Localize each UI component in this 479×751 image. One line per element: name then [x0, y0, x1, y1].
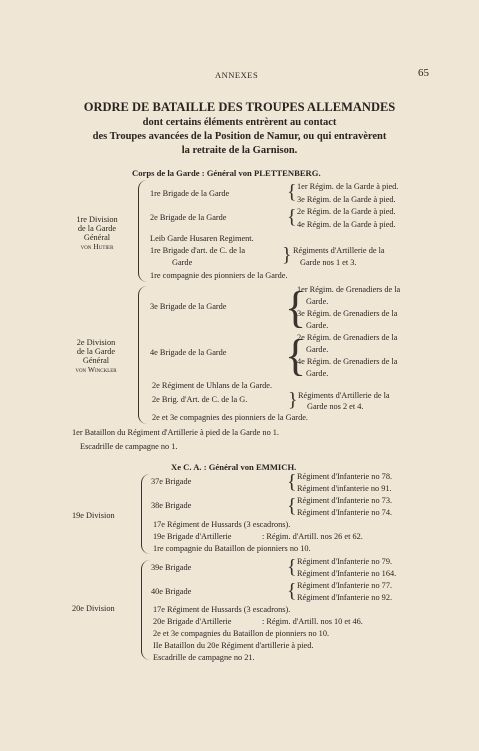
- title-line-3: des Troupes avancées de la Position de Namur, ou qui entravèrent: [92, 131, 387, 142]
- div20-escadrille: Escadrille de campagne no 21.: [153, 653, 255, 662]
- artillery-regiments: Régiments d'Artillerie de la: [298, 391, 390, 400]
- garde-escadrille: Escadrille de campagne no 1.: [80, 442, 178, 451]
- brace: {: [287, 556, 297, 578]
- div19-brace: [141, 474, 150, 554]
- regiment: 1er Régim. de Grenadiers de la: [297, 285, 401, 294]
- regiment: Régiment d'Infanterie no 78.: [297, 472, 393, 481]
- div1-pionniers: 1re compagnie des pionniers de la Garde.: [150, 271, 288, 280]
- div2-uhlans: 2e Régiment de Uhlans de la Garde.: [152, 381, 273, 390]
- div2-label: 2e Division de la Garde Général von Winckler: [75, 338, 117, 374]
- regiment-cont: Garde.: [306, 369, 329, 378]
- div1-brigade-1: 1re Brigade de la Garde: [150, 189, 230, 198]
- artillery-regiments-cont: Garde nos 1 et 3.: [300, 258, 357, 267]
- brigade-40: 40e Brigade: [151, 587, 192, 596]
- garde-heading: Corps de la Garde : Général von PLETTENBERG.: [132, 168, 321, 178]
- brigade-38: 38e Brigade: [151, 501, 192, 510]
- div1-artillery-cont: Garde: [172, 258, 193, 267]
- div19-artillery-regiments: : Régim. d'Artill. nos 26 et 62.: [262, 532, 363, 541]
- div20-artillery: 20e Brigade d'Artillerie: [153, 617, 232, 626]
- brace: {: [287, 471, 297, 493]
- page-number: 65: [418, 67, 429, 79]
- div20-pionniers: 2e et 3e compagnies du Bataillon de pionniers no 10.: [153, 629, 330, 638]
- regiment: 2e Régim. de la Garde à pied.: [297, 207, 396, 216]
- regiment: Régiment d'Infanterie no 73.: [297, 496, 393, 505]
- regiment: Régiment d'Infanterie no 79.: [297, 557, 393, 566]
- regiment: 1er Régim. de la Garde à pied.: [297, 182, 399, 191]
- brigade-39: 39e Brigade: [151, 563, 192, 572]
- div19-hussars: 17e Régiment de Hussards (3 escadrons).: [153, 520, 291, 529]
- artillery-regiments: Régiments d'Artillerie de la: [293, 246, 385, 255]
- regiment: 2e Régim. de Grenadiers de la: [297, 333, 398, 342]
- brigade-37: 37e Brigade: [151, 477, 192, 486]
- div2-artillery: 2e Brig. d'Art. de C. de la G.: [152, 395, 248, 404]
- div20-label: 20e Division: [72, 604, 115, 613]
- xcorps-heading: Xe C. A. : Général von EMMICH.: [171, 462, 297, 472]
- brace: {: [285, 283, 307, 332]
- brace: {: [285, 331, 307, 380]
- div2-brigade-3: 3e Brigade de la Garde: [150, 302, 227, 311]
- regiment: 3e Régim. de la Garde à pied.: [297, 195, 396, 204]
- regiment-cont: Garde.: [306, 321, 329, 330]
- regiment: Régiment d'Infanterie no 92.: [297, 593, 393, 602]
- brace: {: [287, 580, 297, 602]
- div2-brigade-4: 4e Brigade de la Garde: [150, 348, 227, 357]
- brace: {: [287, 181, 297, 203]
- title-line-2: dont certains éléments entrèrent au contact: [142, 117, 337, 128]
- div19-label: 19e Division: [72, 511, 115, 520]
- regiment: Régiment d'Infanterie no 74.: [297, 508, 393, 517]
- regiment: 4e Régim. de Grenadiers de la: [297, 357, 398, 366]
- regiment: Régiment d'Infanterie no 164.: [297, 569, 397, 578]
- page-title: ORDRE DE BATAILLE DES TROUPES ALLEMANDES: [83, 100, 396, 114]
- div2-brace: [138, 286, 147, 424]
- div1-label: 1re Division de la Garde Général von Hutier: [76, 215, 118, 251]
- garde-bataillon: 1er Bataillon du Régiment d'Artillerie à pied de la Garde no 1.: [72, 428, 280, 437]
- brace: }: [288, 389, 298, 411]
- brace: {: [287, 206, 297, 228]
- regiment: Régiment d'Infanterie no 77.: [297, 581, 393, 590]
- regiment: 4e Régim. de la Garde à pied.: [297, 220, 396, 229]
- title-line-4: la retraite de la Garnison.: [181, 145, 298, 156]
- div19-artillery: 19e Brigade d'Artillerie: [153, 532, 232, 541]
- brace: {: [287, 495, 297, 517]
- running-title: ANNEXES: [215, 70, 259, 80]
- div20-artillery-regiments: : Régim. d'Artill. nos 10 et 46.: [262, 617, 363, 626]
- div20-brace: [141, 560, 150, 660]
- div1-hussars: Leib Garde Husaren Regiment.: [150, 234, 254, 243]
- div2-pionniers: 2e et 3e compagnies des pionniers de la Garde.: [152, 413, 308, 422]
- div20-bataillon: IIe Bataillon du 20e Régiment d'artillerie à pied.: [153, 641, 314, 650]
- div19-pionniers: 1re compagnie du Bataillon de pionniers no 10.: [153, 544, 311, 553]
- regiment: Régiment d'infanterie no 91.: [297, 484, 392, 493]
- artillery-regiments-cont: Garde nos 2 et 4.: [307, 402, 364, 411]
- regiment-cont: Garde.: [306, 297, 329, 306]
- div1-brace: [138, 180, 147, 282]
- regiment-cont: Garde.: [306, 345, 329, 354]
- div20-hussars: 17e Régiment de Hussards (3 escadrons).: [153, 605, 291, 614]
- regiment: 3e Régim. de Grenadiers de la: [297, 309, 398, 318]
- brace: }: [282, 244, 292, 266]
- div1-brigade-2: 2e Brigade de la Garde: [150, 213, 227, 222]
- div1-artillery: 1re Brigade d'art. de C. de la: [150, 246, 246, 255]
